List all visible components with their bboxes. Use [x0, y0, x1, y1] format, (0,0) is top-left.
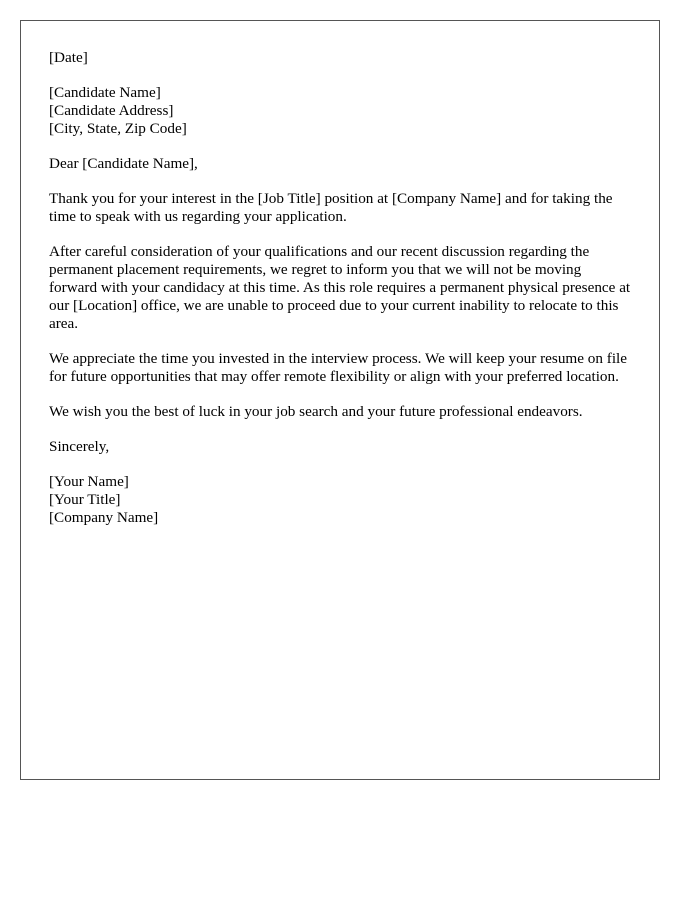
- letter-page: [20, 20, 660, 780]
- body-paragraph-4: We wish you the best of luck in your job search and your future professional endeavors.: [49, 403, 583, 420]
- body-paragraph-2: After careful consideration of your qualifications and our recent discussion regarding the permanent placement requirements, we regret to inform you that we will not be moving forward with your candidacy at this time. As this role requires a permanent physical presence at our [Location] office, we are unable to proceed due to your current inability to relocate to this area.: [49, 243, 631, 332]
- recipient-city-state-zip: [City, State, Zip Code]: [49, 120, 187, 137]
- body-paragraph-3: We appreciate the time you invested in the interview process. We will keep your resume on file for future opportunities that may offer remote flexibility or align with your preferred location.: [49, 350, 628, 385]
- salutation: Dear [Candidate Name],: [49, 155, 198, 172]
- letter-date: [Date]: [49, 49, 88, 66]
- signature-name: [Your Name]: [49, 473, 129, 490]
- recipient-block: [49, 84, 631, 138]
- recipient-address: [Candidate Address]: [49, 102, 174, 119]
- closing: Sincerely,: [49, 438, 110, 455]
- signature-title: [Your Title]: [49, 491, 121, 508]
- recipient-name: [Candidate Name]: [49, 84, 161, 101]
- signature-company: [Company Name]: [49, 509, 159, 526]
- body-paragraph-1: Thank you for your interest in the [Job Title] position at [Company Name] and for taking the time to speak with us regarding your application.: [49, 190, 613, 225]
- signature-block: [49, 473, 631, 527]
